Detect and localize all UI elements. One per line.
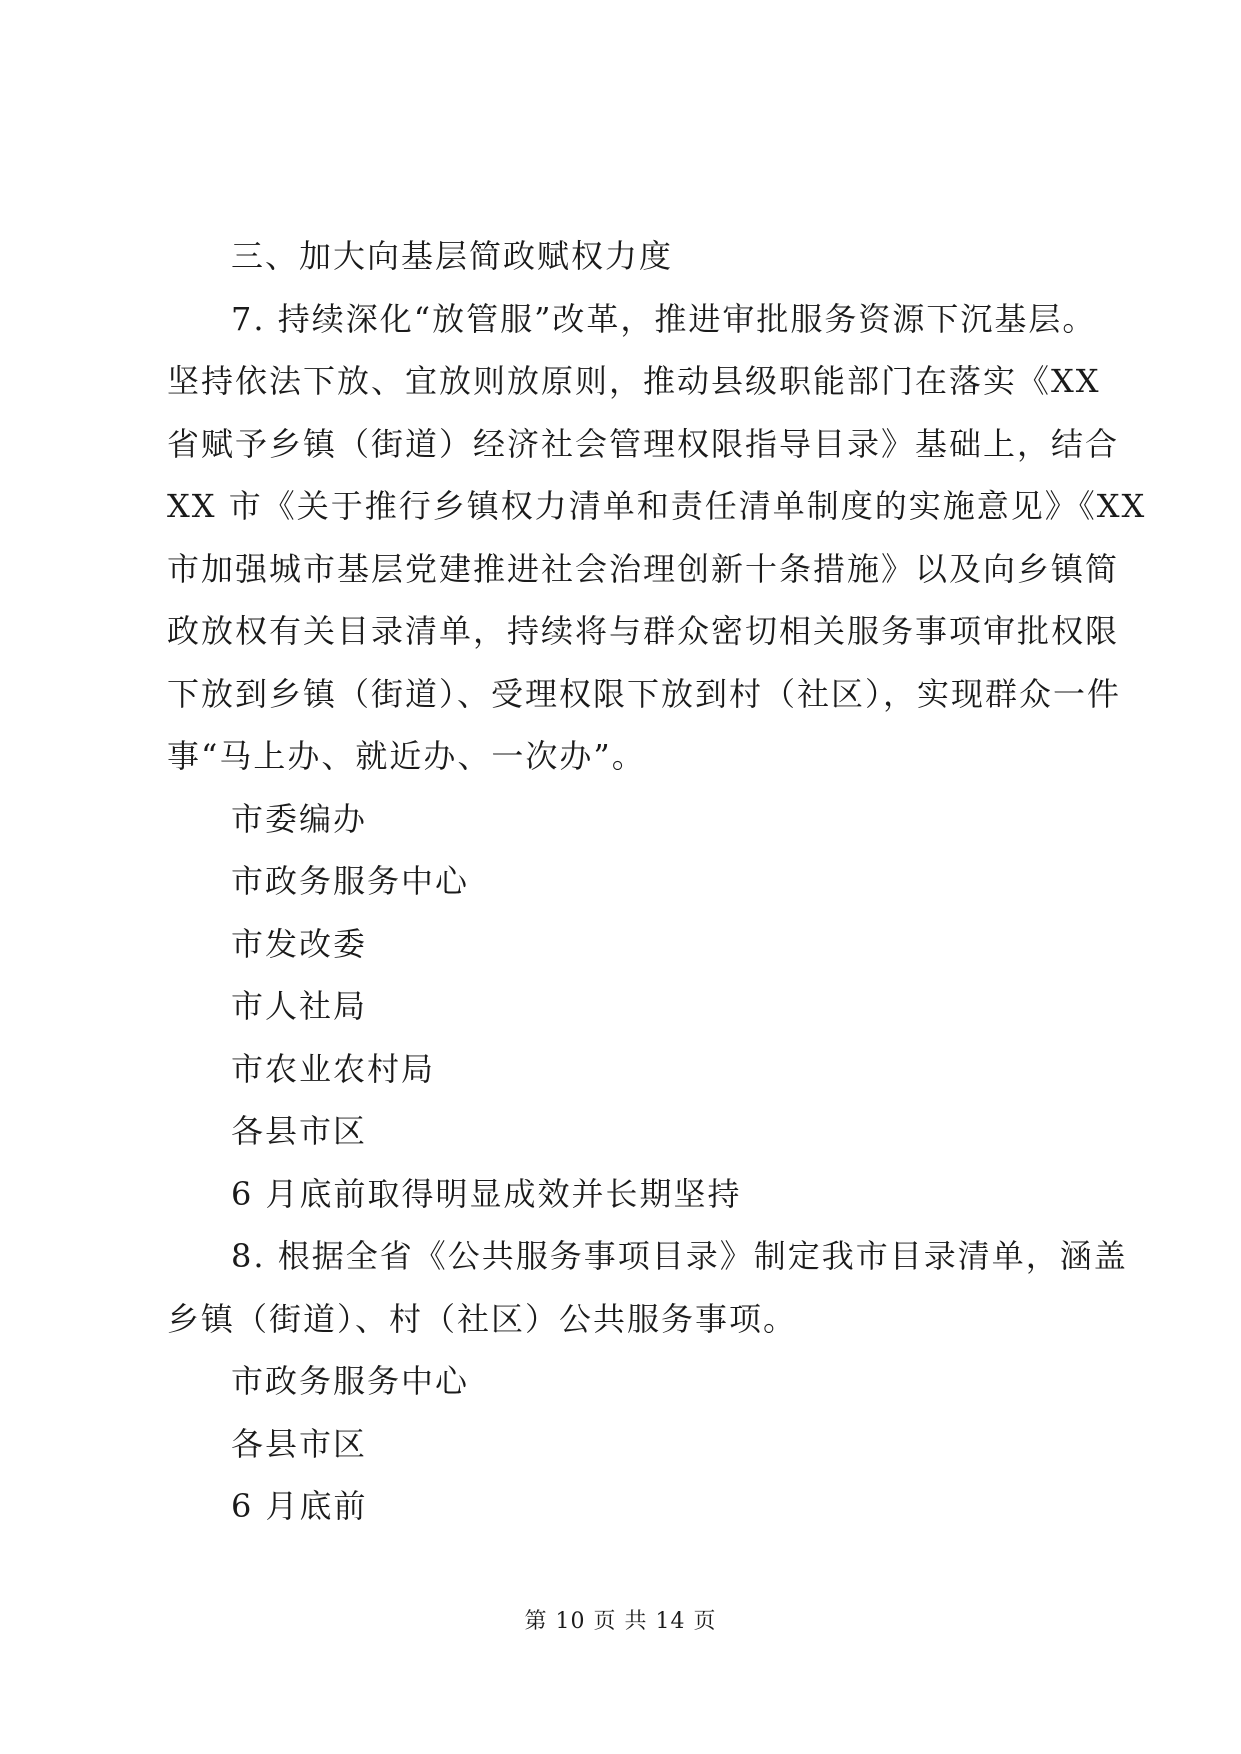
- page-footer: 第 10 页 共 14 页: [524, 1609, 717, 1634]
- item7-line-1: 7. 持续深化“放管服”改革，推进审批服务资源下沉基层。: [231, 299, 1097, 338]
- item8-line-1: 8. 根据全省《公共服务事项目录》制定我市目录清单，涵盖: [231, 1237, 1128, 1275]
- item8-deadline: 6 月底前: [231, 1487, 368, 1525]
- item8-line-2: 乡镇（街道）、村（社区）公共服务事项。: [167, 1299, 798, 1338]
- document-body: [167, 225, 1147, 1538]
- item7-deadline: 6 月底前取得明显成效并长期坚持: [231, 1174, 742, 1213]
- section-heading: 三、加大向基层简政赋权力度: [231, 237, 674, 275]
- item7-line-7: 下放到乡镇（街道）、受理权限下放到村（社区），实现群众一件: [167, 674, 1122, 713]
- item7-line-4: XX 市《关于推行乡镇权力清单和责任清单制度的实施意见》《XX: [167, 487, 1147, 525]
- item7-line-3: 省赋予乡镇（街道）经济社会管理权限指导目录》基础上，结合: [167, 424, 1120, 463]
- item7-line-2: 坚持依法下放、宜放则放原则，推动县级职能部门在落实《XX: [167, 362, 1101, 400]
- item7-department: 各县市区: [231, 1112, 368, 1150]
- item8-department: 市政务服务中心: [231, 1362, 470, 1400]
- item7-department: 市人社局: [231, 987, 368, 1025]
- item7-department: 市发改委: [231, 924, 368, 963]
- item7-line-6: 政放权有关目录清单，持续将与群众密切相关服务事项审批权限: [167, 612, 1120, 650]
- item8-department: 各县市区: [231, 1424, 368, 1463]
- item7-line-5: 市加强城市基层党建推进社会治理创新十条措施》以及向乡镇简: [167, 549, 1120, 588]
- item7-department: 市农业农村局: [231, 1049, 436, 1088]
- item7-line-8: 事“马上办、就近办、一次办”。: [167, 737, 646, 775]
- item7-department: 市政务服务中心: [231, 862, 470, 900]
- item7-department: 市委编办: [231, 799, 368, 838]
